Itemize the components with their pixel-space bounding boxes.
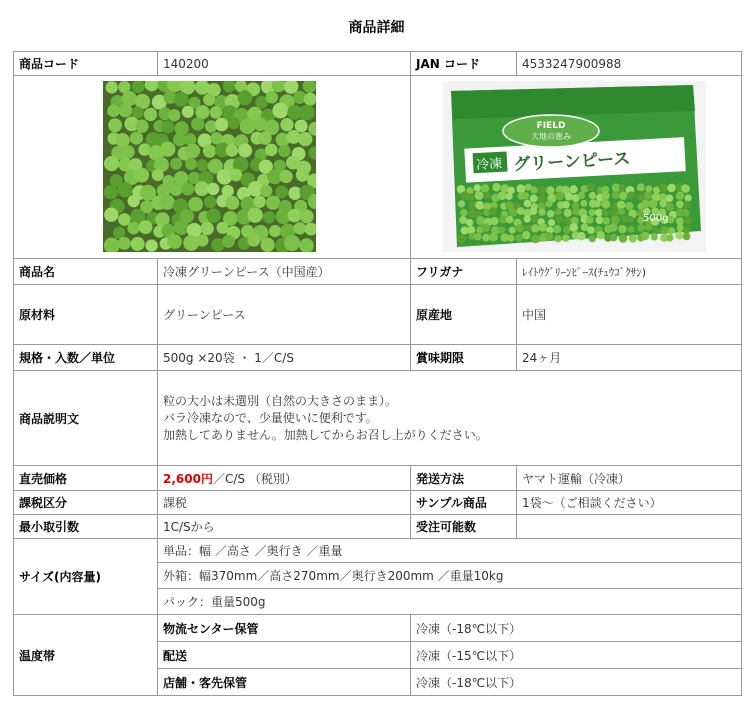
package-pea [617,201,626,210]
package-pea [668,227,675,234]
pea [226,196,240,210]
package-pea [524,200,532,208]
package-pea [530,194,538,202]
pea [217,169,233,185]
pea [215,118,229,132]
package-pea [531,224,539,232]
pea [294,222,306,234]
pea [181,182,194,195]
temp-row-value: 冷凍（-18℃以下） [411,669,742,696]
package-pea [619,192,627,200]
pea [299,238,314,252]
package-weight: 500g [643,213,669,224]
package-pea [492,183,500,191]
pea [145,239,157,251]
pea [104,208,118,222]
pea [108,118,122,132]
package-pea [529,207,537,215]
price-label: 直売価格 [14,466,158,491]
package-pea [538,195,546,203]
package-pea [482,234,490,242]
expiry-label: 賞味期限 [411,345,517,371]
package-pea [531,235,540,244]
product-name-label: 商品名 [14,259,158,285]
pea [258,131,271,144]
package-pea [665,194,673,202]
tax-label: 課税区分 [14,491,158,515]
pea [152,169,164,181]
temperature-label: 温度帯 [14,615,158,696]
jan-code-value: 4533247900988 [517,52,742,76]
package-pea [475,201,484,210]
package-pea [676,191,684,199]
package-pea [509,227,516,234]
package-pea [580,200,587,207]
pea [130,131,143,144]
temp-row-label: 配送 [158,642,411,669]
package-pea [619,184,626,191]
pea [185,158,197,170]
package-pea [524,215,531,222]
package-pea [498,191,507,200]
package-photo-cell [411,76,742,259]
pea [107,104,120,117]
pea [134,168,149,183]
pea [203,145,216,158]
package-pea [675,231,683,239]
pea [167,234,182,249]
package-pea [458,200,465,207]
package-pea [525,224,532,231]
package-pea [522,192,530,200]
pea [191,117,204,130]
product-code-label: 商品コード [14,52,158,76]
pea [253,196,265,208]
pea [278,145,290,157]
package-brand: FIELD [536,121,566,131]
temp-row-label: 店舗・客先保管 [158,669,411,696]
package-pea [594,200,601,207]
pea [204,196,217,209]
pea [247,207,262,222]
package-pea [652,227,660,235]
package-pea [538,208,546,216]
package-pea [556,216,563,223]
package-pea [467,193,475,201]
pea [132,106,144,118]
pea [122,91,137,106]
pea [238,91,253,106]
package-pea [596,216,604,224]
package-pea [587,183,595,191]
package-pea [554,235,561,242]
package-pea [498,227,505,234]
temp-row-value: 冷凍（-15℃以下） [411,642,742,669]
size-outer: 外箱：幅370mm／高さ270mm／奥行き200mm ／重量10kg [158,563,742,589]
pea [226,144,238,156]
pea [174,92,189,107]
package-pea [589,235,596,242]
size-pack: パック：重量500g [158,589,742,615]
pea [118,237,131,250]
pea [206,208,221,223]
pea [280,118,293,131]
price-unit: ／C/S （税別） [212,471,297,486]
pea [247,234,260,247]
pea [182,106,194,118]
package-pea [603,217,610,224]
package-pea [545,232,553,240]
package-pea [626,216,633,223]
package-pea [683,201,690,208]
package-pea [474,184,481,191]
package-pea [553,225,561,233]
package-pea [562,234,569,241]
size-label: サイズ(内容量) [14,539,158,615]
pea [223,81,236,92]
pea [265,144,278,157]
package-pea [548,219,555,226]
pea [222,235,235,248]
expiry-value: 24ヶ月 [517,345,742,371]
furigana-value: ﾚｲﾄｳｸﾞﾘｰﾝﾋﾟｰｽ(ﾁｭｳｺﾞｸｻﾝ) [517,259,742,285]
peas-photo [103,81,316,252]
pea [228,117,240,129]
package-pea [589,209,596,216]
min-order-value: 1C/Sから [158,515,411,539]
pea [104,237,120,252]
package-pea [651,233,658,240]
pea [139,220,153,234]
package-pea [569,223,578,232]
description-line: 加熱してありません。加熱してからお召し上がりください。 [163,427,488,442]
pea [184,133,196,145]
package-pea [537,186,546,195]
pea [260,185,272,197]
pea [168,109,180,121]
pea [287,130,301,144]
package-pea [507,235,514,242]
pea [284,235,300,251]
spec-label: 規格・入数／単位 [14,345,158,371]
package-pea [659,184,668,193]
pea [238,144,252,158]
package-pea [683,233,691,241]
pea [266,91,278,103]
package-pea [637,183,645,191]
pea [174,220,189,235]
description-text [158,371,742,466]
pea [266,195,280,209]
package-pea [578,192,585,199]
pea [299,105,315,121]
description-label: 商品説明文 [14,371,158,466]
package-pea [564,209,572,217]
package-pea [629,234,637,242]
furigana-label: フリガナ [411,259,517,285]
package-pea [459,216,467,224]
package-pea [666,234,673,241]
description-line: バラ冷凍なので、少量使いに便利です。 [163,410,378,425]
temp-row-label: 物流センター保管 [158,615,411,642]
package-pea [489,207,497,215]
package-pea [474,233,481,240]
package-pea [645,223,653,231]
pea [279,170,292,183]
sample-label: サンプル商品 [411,491,517,515]
pea [194,181,209,196]
package-pea [676,200,684,208]
pea [305,223,316,236]
package-pea [457,234,466,243]
package-pea [505,193,512,200]
pea [127,222,139,234]
package-pea [627,191,635,199]
orderable-qty-value [517,515,742,539]
package-pea [644,191,653,200]
package-pea [546,186,554,194]
package-pea [649,199,658,208]
description-line: 粒の大小は未選別（自然の大きさのまま）。 [163,393,398,408]
pea [300,210,314,224]
package-pea [601,191,610,200]
pea [121,145,135,159]
package-pea [666,203,674,211]
pea [118,182,133,197]
package-pea [597,231,605,239]
min-order-label: 最小取引数 [14,515,158,539]
package-pea [595,209,603,217]
package-pea [611,216,620,225]
pea [298,132,312,146]
pea [160,141,175,156]
pea [104,185,118,199]
product-code-value: 140200 [158,52,411,76]
package-pea [660,226,668,234]
package-pea [530,186,537,193]
pea [308,146,316,159]
size-single: 単品：幅 ／高さ ／奥行き ／重量 [158,539,742,563]
pea [240,119,256,135]
product-detail-table [13,51,742,696]
package-pea [516,224,524,232]
package-pea [570,185,578,193]
package-pea [489,233,498,242]
package-pea [602,209,609,216]
pea [127,195,139,207]
package-pea [562,201,570,209]
package-pea [628,226,635,233]
pea [260,238,274,252]
ingredients-value: グリーンピース [158,285,411,345]
package-pea [577,232,586,241]
package-pea [545,200,552,207]
package-pea [515,234,523,242]
pea [230,169,243,182]
pea [263,211,275,223]
package-pea [481,223,490,232]
shipping-value: ヤマト運輸（冷凍） [517,466,742,491]
peas-photo-cell [14,76,411,259]
package-pea [539,223,548,232]
pea [288,209,302,223]
package-pea [609,223,618,232]
pea [295,119,308,132]
package-series: 大地の恵み [531,132,571,141]
pea [186,144,200,158]
pea [119,104,133,118]
pea [132,81,145,93]
pea [269,225,281,237]
package-pea [612,191,620,199]
package-photo [443,81,706,252]
pea [303,81,316,93]
package-pea [490,217,498,225]
sample-value: 1袋～（ご相談ください） [517,491,742,515]
package-pea [509,208,518,217]
ingredients-label: 原材料 [14,285,158,345]
pea [135,120,148,133]
pea [118,213,131,226]
package-name-prefix: 冷凍 [475,156,503,174]
package-pea [555,208,562,215]
pea [196,159,208,171]
package-pea [506,216,514,224]
pea [160,195,175,210]
package-pea [618,208,625,215]
pea [188,197,203,212]
pea [210,106,222,118]
tax-value: 課税 [158,491,411,515]
package-pea [641,231,650,240]
orderable-qty-label: 受注可能数 [411,515,517,539]
package-pea [522,231,530,239]
package-pea [483,191,490,198]
package-name: グリーンピース [512,149,631,176]
package-pea [618,225,626,233]
package-pea [681,184,690,193]
price-value [158,466,411,491]
temp-row-value: 冷凍（-18℃以下） [411,615,742,642]
pea [170,158,182,170]
package-pea [565,192,573,200]
package-pea [667,184,676,193]
pea [169,183,182,196]
pea [161,120,174,133]
pea [195,105,209,119]
pea [105,81,117,93]
pea [144,108,157,121]
pea [203,93,215,105]
package-pea [466,219,473,226]
page-title: 商品詳細 [348,20,405,36]
product-name-value: 冷凍グリーンピース（中国産） [158,259,411,285]
pea [207,183,219,195]
package-pea [475,191,484,200]
package-pea [619,234,628,243]
package-pea [587,226,595,234]
package-pea [483,209,490,216]
pea [200,222,213,235]
pea [275,186,288,199]
package-pea [601,200,610,209]
jan-code-label: JAN コード [411,52,517,76]
package-pea [610,234,617,241]
package-pea [637,224,645,232]
package-pea [685,194,692,201]
package-pea [676,217,684,225]
pea [272,103,288,119]
package-pea [586,216,594,224]
pea [104,156,119,171]
pea [296,168,309,181]
origin-value: 中国 [517,285,742,345]
pea [196,234,208,246]
package-pea [589,192,596,199]
package-pea [681,209,689,217]
package-pea [547,210,555,218]
pea [131,237,145,251]
package-pea [460,209,468,217]
package-pea [685,217,692,224]
price-amount: 2,600円 [163,471,213,486]
origin-label: 原産地 [411,285,517,345]
package-pea [555,191,564,200]
spec-value: 500g ×20袋 ・ 1／C/S [158,345,411,371]
package-pea [481,184,489,192]
pea [145,81,159,91]
shipping-label: 発送方法 [411,466,517,491]
package-pea [625,202,633,210]
package-pea [517,184,526,193]
